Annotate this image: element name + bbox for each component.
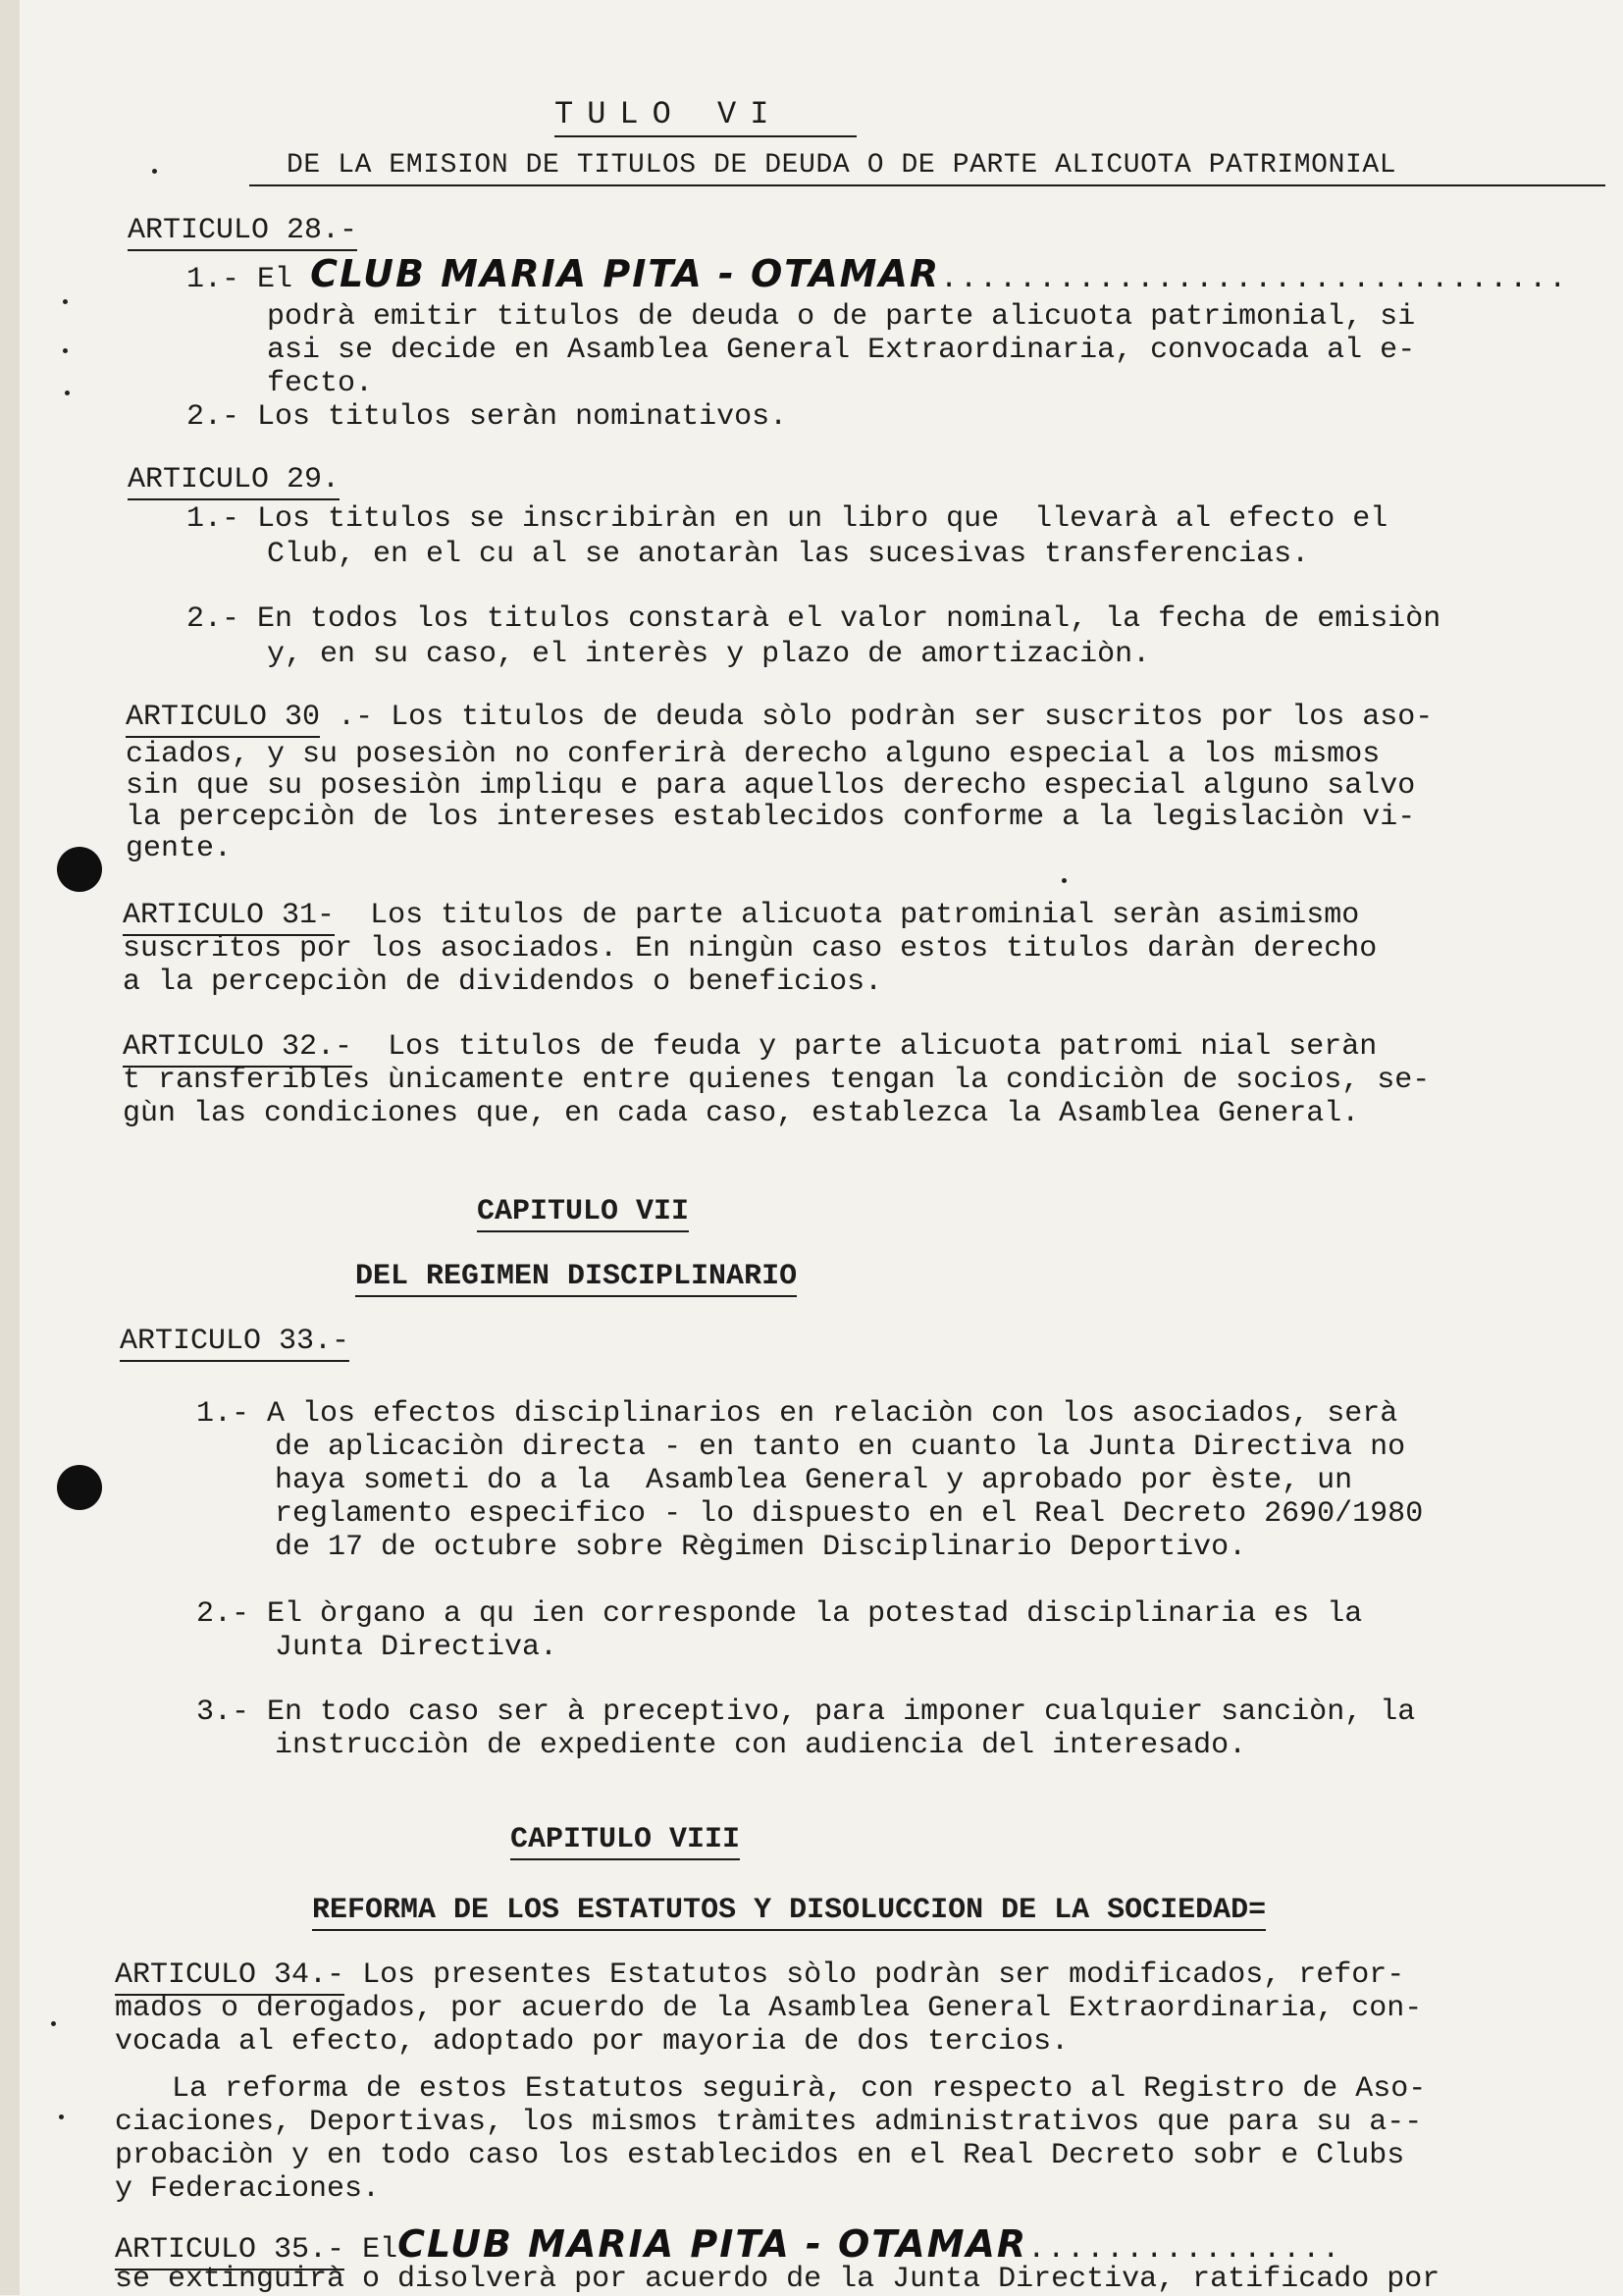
article-34-line: ARTICULO 34.- Los presentes Estatutos sòlo podràn ser modificados, refor-: [115, 1958, 1404, 1996]
article-35-heading: ARTICULO 35.-: [115, 2233, 344, 2270]
subtitle-underline: [249, 184, 1605, 186]
margin-speck: [63, 348, 68, 353]
article-33-line: de 17 de octubre sobre Règimen Disciplinario Deportivo.: [275, 1531, 1247, 1564]
margin-speck: [1062, 878, 1067, 883]
chapter-8-title: CAPITULO VIII: [510, 1823, 740, 1860]
article-30-line: ciados, y su posesiòn no conferirà derecho alguno especial a los mismos: [126, 738, 1381, 771]
article-28-heading: ARTICULO 28.-: [128, 214, 357, 251]
margin-speck: [65, 391, 70, 395]
article-28-par-2: 2.- Los titulos seràn nominativos.: [186, 400, 788, 434]
margin-speck: [51, 2021, 56, 2026]
chapter-title: TULO VI: [554, 96, 783, 132]
punch-hole-top: [57, 847, 102, 892]
article-34-line: mados o derogados, por acuerdo de la Asamblea General Extraordinaria, con-: [115, 1992, 1423, 2025]
article-35-line: se extinguirà o disolverà por acuerdo de la Junta Directiva, ratificado por: [115, 2263, 1440, 2296]
article-34-line: La reforma de estos Estatutos seguirà, con respecto al Registro de Aso-: [172, 2072, 1427, 2106]
margin-speck: [59, 2114, 64, 2119]
article-30-line: ARTICULO 30 .- Los titulos de deuda sòlo podràn ser suscritos por los aso-: [126, 701, 1433, 738]
article-30-line: sin que su posesiòn impliqu e para aquellos derecho especial alguno salvo: [126, 769, 1416, 803]
page-edge-shadow: [0, 0, 20, 2295]
handwritten-club-name: CLUB MARIA PITA - OTAMAR: [310, 252, 941, 295]
article-33-line: 2.- El òrgano a qu ien corresponde la potestad disciplinaria es la: [196, 1597, 1363, 1631]
punch-hole-bottom: [57, 1465, 102, 1510]
article-34-line: vocada al efecto, adoptado por mayoria de dos tercios.: [115, 2025, 1070, 2059]
article-33-heading: ARTICULO 33.-: [120, 1325, 349, 1362]
article-31-line: ARTICULO 31- Los titulos de parte alicuota patrominial seràn asimismo: [123, 899, 1359, 936]
article-35-line: ARTICULO 35.- ElCLUB MARIA PITA - OTAMAR................: [115, 2227, 1341, 2270]
article-32-line: t ransferibles ùnicamente entre quienes tengan la condiciòn de socios, se-: [123, 1064, 1431, 1097]
article-32-line: ARTICULO 32.- Los titulos de feuda y parte alicuota patromi nial seràn: [123, 1030, 1377, 1068]
article-30-line: la percepciòn de los intereses establecidos conforme a la legislaciòn vi-: [126, 801, 1416, 834]
article-33-line: reglamento especifico - lo dispuesto en el Real Decreto 2690/1980: [275, 1497, 1424, 1531]
article-33-line: 1.- A los efectos disciplinarios en relaciòn con los asociados, serà: [196, 1397, 1398, 1431]
article-28-par-1: 1.- El CLUB MARIA PITA - OTAMAR................................: [186, 252, 1569, 296]
article-33-line: Junta Directiva.: [275, 1631, 558, 1664]
article-29-line: 2.- En todos los titulos constarà el valor nominal, la fecha de emisiòn: [186, 602, 1441, 636]
article-31-line: a la percepciòn de dividendos o beneficios.: [123, 965, 883, 999]
title-underline: [554, 135, 857, 137]
chapter-8-subtitle: REFORMA DE LOS ESTATUTOS Y DISOLUCCION DE LA SOCIEDAD=: [312, 1894, 1266, 1931]
article-29-line: y, en su caso, el interès y plazo de amortizaciòn.: [267, 638, 1151, 671]
chapter-7-subtitle: DEL REGIMEN DISCIPLINARIO: [355, 1260, 797, 1297]
article-31-line: suscritos por los asociados. En ningùn caso estos titulos daràn derecho: [123, 932, 1378, 965]
handwritten-club-name-2: CLUB MARIA PITA - OTAMAR: [397, 2222, 1028, 2266]
article-34-line: ciaciones, Deportivas, los mismos tràmites administrativos que para su a--: [115, 2106, 1423, 2139]
margin-speck: [152, 169, 157, 174]
article-28-line: podrà emitir titulos de deuda o de parte alicuota patrimonial, si: [267, 300, 1416, 334]
article-34-heading: ARTICULO 34.-: [115, 1958, 344, 1996]
article-29-line: 1.- Los titulos se inscribiràn en un libro que llevarà al efecto el: [186, 502, 1388, 536]
margin-speck: [63, 299, 68, 304]
article-28-line: fecto.: [267, 367, 374, 400]
article-33-line: instrucciòn de expediente con audiencia del interesado.: [275, 1729, 1247, 1762]
article-34-line: y Federaciones.: [115, 2172, 381, 2206]
article-30-line: gente.: [126, 832, 233, 865]
article-33-line: 3.- En todo caso ser à preceptivo, para imponer cualquier sanciòn, la: [196, 1696, 1416, 1729]
article-32-line: gùn las condiciones que, en cada caso, establezca la Asamblea General.: [123, 1097, 1360, 1130]
article-34-line: probaciòn y en todo caso los establecidos en el Real Decreto sobr e Clubs: [115, 2139, 1405, 2172]
article-33-line: de aplicaciòn directa - en tanto en cuanto la Junta Directiva no: [275, 1431, 1406, 1464]
article-29-line: Club, en el cu al se anotaràn las sucesivas transferencias.: [267, 538, 1310, 571]
article-30-heading: ARTICULO 30: [126, 701, 320, 738]
article-33-line: haya someti do a la Asamblea General y aprobado por èste, un: [275, 1464, 1353, 1497]
chapter-7-title: CAPITULO VII: [477, 1195, 689, 1232]
article-31-heading: ARTICULO 31-: [123, 899, 335, 936]
article-29-heading: ARTICULO 29.: [128, 463, 340, 500]
article-28-line: asi se decide en Asamblea General Extraordinaria, convocada al e-: [267, 334, 1416, 367]
chapter-subtitle: DE LA EMISION DE TITULOS DE DEUDA O DE PARTE ALICUOTA PATRIMONIAL: [287, 150, 1397, 181]
article-32-heading: ARTICULO 32.-: [123, 1030, 352, 1068]
